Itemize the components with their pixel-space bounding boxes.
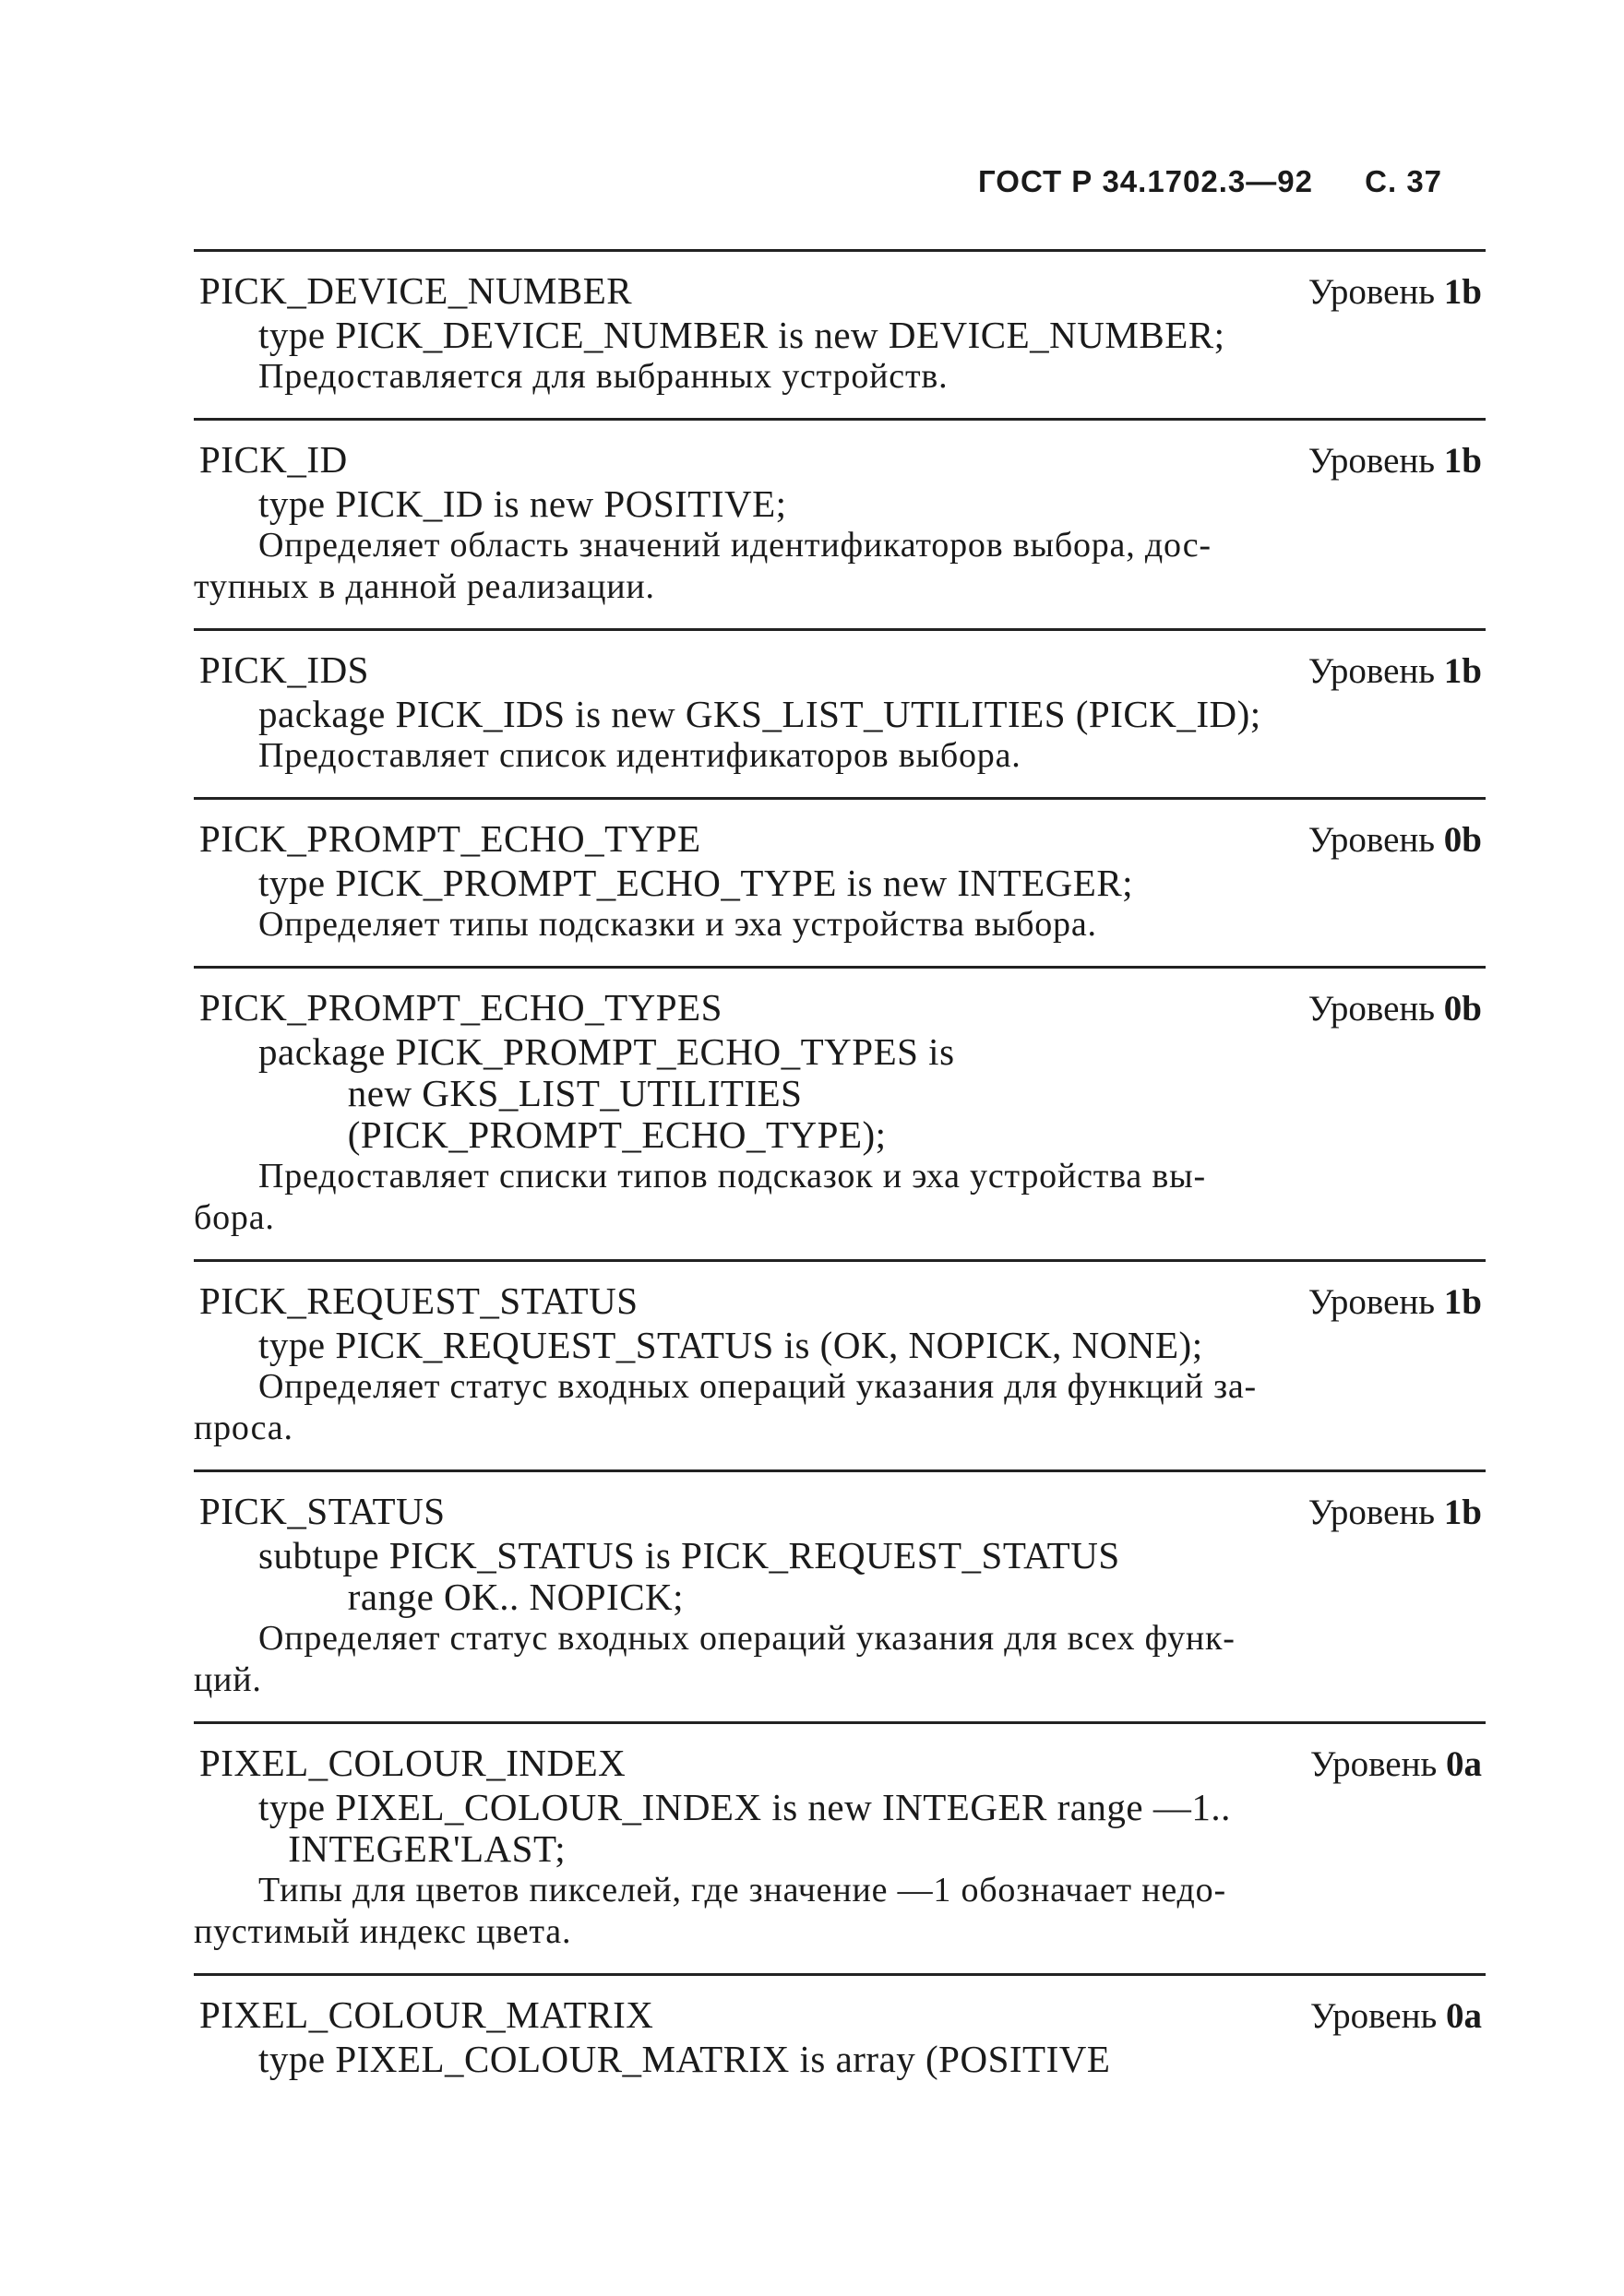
code-line: range OK.. NOPICK; [258, 1576, 685, 1618]
definitions-list [194, 249, 1486, 2100]
entry-type-name: PICK_DEVICE_NUMBER [199, 269, 633, 312]
code-line: type PICK_REQUEST_STATUS is (OK, NOPICK, NONE); [258, 1324, 1203, 1366]
entry-header [194, 268, 1486, 315]
entry-level [1308, 818, 1486, 862]
description-continuation: тупных в данной реализации. [194, 567, 655, 606]
code-line: new GKS_LIST_UTILITIES [258, 1072, 803, 1114]
entry-level [1310, 1743, 1486, 1787]
entry-description [194, 1366, 1486, 1449]
entry-description [194, 525, 1486, 608]
definition-entry [194, 1973, 1486, 2100]
description-line: Предоставляет списки типов подсказок и эха устройства вы- [258, 1157, 1206, 1196]
entry-header [194, 1489, 1486, 1535]
description-continuation: пустимый индекс цвета. [194, 1912, 572, 1951]
code-line: INTEGER'LAST; [258, 1827, 567, 1870]
entry-level [1308, 1491, 1486, 1535]
entry-header [194, 985, 1486, 1031]
entry-description [194, 1870, 1486, 1953]
level-value: 1b [1443, 1282, 1482, 1322]
entry-type-name: PICK_IDS [199, 648, 369, 691]
level-value: 0a [1446, 1744, 1482, 1784]
level-value: 0a [1446, 1996, 1482, 2036]
description-line: Определяет область значений идентификаторов выбора, дос- [258, 526, 1212, 565]
level-value: 1b [1443, 272, 1482, 312]
level-label: Уровень [1308, 1493, 1436, 1532]
level-label: Уровень [1308, 651, 1436, 691]
level-label: Уровень [1309, 1996, 1438, 2036]
description-line: Определяет типы подсказки и эха устройства выбора. [258, 905, 1097, 944]
level-label: Уровень [1309, 1744, 1438, 1784]
description-line: Определяет статус входных операций указания для всех функ- [258, 1619, 1236, 1658]
code-line: type PICK_DEVICE_NUMBER is new DEVICE_NUMBER; [258, 314, 1225, 356]
description-continuation: бора. [194, 1198, 275, 1237]
level-value: 1b [1443, 651, 1482, 691]
definition-entry [194, 797, 1486, 966]
level-value: 1b [1443, 1493, 1482, 1532]
definition-entry [194, 418, 1486, 628]
entry-header [194, 816, 1486, 862]
level-label: Уровень [1308, 820, 1436, 860]
page-number: С. 37 [1365, 164, 1443, 198]
entry-type-name: PICK_ID [199, 438, 348, 481]
entry-level [1308, 649, 1486, 694]
code-line: package PICK_IDS is new GKS_LIST_UTILITIES (PICK_ID); [258, 693, 1261, 735]
level-label: Уровень [1308, 1282, 1436, 1322]
level-value: 0b [1443, 820, 1482, 860]
entry-description [194, 356, 1486, 398]
entry-type-name: PICK_REQUEST_STATUS [199, 1279, 639, 1322]
description-line: Предоставляется для выбранных устройств. [258, 357, 949, 396]
definition-entry [194, 1721, 1486, 1973]
description-line: Предоставляет список идентификаторов выбора. [258, 736, 1021, 775]
entry-header [194, 1279, 1486, 1325]
entry-level [1308, 987, 1486, 1031]
entry-header [194, 1741, 1486, 1787]
entry-type-name: PICK_PROMPT_ECHO_TYPE [199, 817, 701, 860]
entry-type-name: PICK_PROMPT_ECHO_TYPES [199, 986, 722, 1029]
code-line: subtupe PICK_STATUS is PICK_REQUEST_STATUS [258, 1534, 1120, 1576]
standard-designation: ГОСТ Р 34.1702.3—92 [978, 164, 1313, 198]
definition-entry [194, 628, 1486, 797]
code-line: (PICK_PROMPT_ECHO_TYPE); [258, 1113, 887, 1156]
entry-header [194, 437, 1486, 483]
entry-type-name: PIXEL_COLOUR_MATRIX [199, 1993, 654, 2036]
code-line: package PICK_PROMPT_ECHO_TYPES is [258, 1030, 955, 1073]
code-line: type PICK_ID is new POSITIVE; [258, 482, 787, 525]
level-value: 0b [1443, 989, 1482, 1029]
entry-description [194, 735, 1486, 777]
entry-level [1308, 270, 1486, 315]
entry-level [1310, 1994, 1486, 2039]
definition-entry [194, 1259, 1486, 1469]
entry-type-name: PICK_STATUS [199, 1490, 446, 1532]
entry-level [1308, 439, 1486, 483]
level-label: Уровень [1308, 989, 1436, 1029]
level-label: Уровень [1308, 441, 1436, 481]
definition-entry [194, 966, 1486, 1259]
entry-description [194, 1618, 1486, 1701]
definition-entry [194, 1469, 1486, 1721]
definition-entry [194, 249, 1486, 418]
code-line: type PICK_PROMPT_ECHO_TYPE is new INTEGER; [258, 862, 1134, 904]
page-header [978, 164, 1442, 199]
entry-level [1308, 1280, 1486, 1325]
entry-type-name: PIXEL_COLOUR_INDEX [199, 1742, 627, 1784]
entry-header [194, 1993, 1486, 2039]
code-line: type PIXEL_COLOUR_INDEX is new INTEGER range —1.. [258, 1786, 1231, 1828]
level-label: Уровень [1308, 272, 1436, 312]
description-continuation: проса. [194, 1409, 293, 1447]
code-line: type PIXEL_COLOUR_MATRIX is array (POSITIVE [258, 2038, 1111, 2080]
entry-description [194, 1156, 1486, 1239]
entry-description [194, 904, 1486, 946]
entry-header [194, 648, 1486, 694]
description-continuation: ций. [194, 1660, 262, 1699]
description-line: Типы для цветов пикселей, где значение —1 обозначает недо- [258, 1871, 1226, 1909]
level-value: 1b [1443, 441, 1482, 481]
description-line: Определяет статус входных операций указания для функций за- [258, 1367, 1257, 1406]
